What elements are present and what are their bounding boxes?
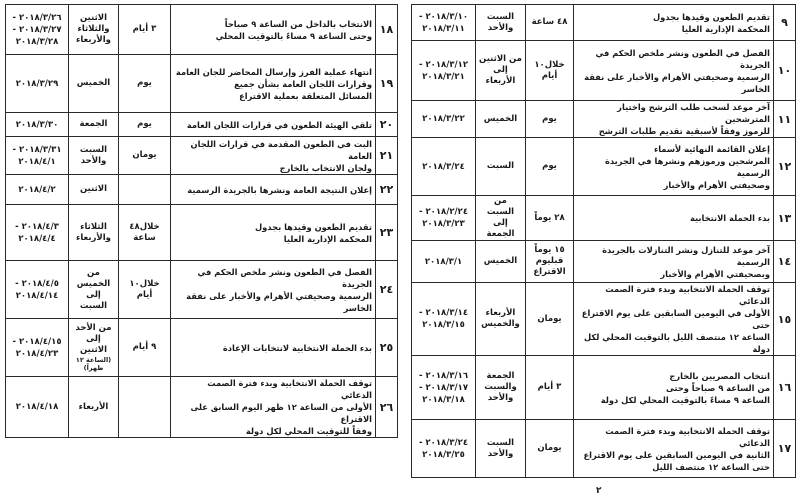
event-description [574,420,774,478]
date-line: ٢٠١٨/٣/١٧ - [418,382,469,393]
day-line: والأربعاء [76,35,111,45]
description-line: البت في الطعون المقدمة في قرارات اللجان العامة [190,138,372,161]
date-line: ٢٠١٨/٤/١٤ [15,290,59,301]
event-day [69,319,119,377]
event-day [69,55,119,113]
event-day [476,241,526,283]
description-line: الرسمية وصحيفتي الأهرام والأخبار على نفقة الخاسر [584,71,770,94]
table-row [6,175,398,205]
duration-line: يومان [537,313,562,324]
description-line: الرسمية وصحيفتي الأهرام والأخبار على نفقة الخاسر [186,290,372,313]
event-day [69,137,119,175]
event-duration [119,5,171,55]
row-number: ٩ [774,5,796,41]
duration-line: يوم [137,78,152,88]
day-line: والسبت [484,382,517,392]
day-line: والأحد [487,448,514,459]
event-date [412,420,476,478]
event-day [476,356,526,420]
description-line: وبصحيفتي الأهرام والأخبار [660,268,770,279]
date-line: ٢٠١٨/٣/٢٦ - [12,12,62,23]
description-line: بدء الحملة الانتخابية لانتخابات الإعادة [222,342,372,353]
duration-line: ١٥ يوماً قبل [534,245,565,266]
event-description [171,5,376,55]
table-row [412,241,796,283]
event-duration [119,205,171,261]
date-line: ٢٠١٨/٤/٢ [18,184,56,195]
day-line: من السبت [486,196,515,217]
duration-line: ٤٨ ساعة [531,17,568,27]
table-row [412,420,796,478]
description-line: توقف الحملة الانتخابية وبدء فترة الصمت الدعائي [605,425,770,448]
description-line: تلقي الهيئة الطعون في قرارات اللجان العامة [186,119,372,130]
day-line: الجمعة [486,371,515,381]
description-line: المسائل المتعلقة بعملية الاقتراع [239,90,372,101]
description-line: الثانية في اليومين السابقين على يوم الاقتراع [583,449,770,460]
row-number: ٢٣ [376,205,398,261]
event-duration [119,261,171,319]
event-date [412,5,476,41]
description-line: المرشحين ورموزهم ونشرها في الجريدة الرسمية [604,155,770,178]
event-day [69,205,119,261]
date-line: ٢٠١٨/٤/٥ - [15,278,59,289]
duration-line: يومان [537,443,562,453]
date-line: ٢٠١٨/٣/٢٥ [422,449,465,460]
description-line: وصحيفتي الأهرام والأخبار [663,179,770,190]
day-line: الخميس [76,78,111,88]
event-date [412,283,476,356]
row-number: ٢٠ [376,113,398,137]
table-row [412,196,796,241]
date-line: ٢٠١٨/٤/٢٣ [15,348,59,359]
date-line: ٢٠١٨/٤/١٨ [15,402,59,412]
event-day [69,261,119,319]
date-line: ٢٠١٨/٣/١٤ - [418,308,469,318]
description-line: تقديم الطعون وقيدها بجدول [652,11,770,22]
event-date [412,138,476,196]
description-line: الفصل في الطعون ونشر ملخص الحكم في الجريدة [197,266,372,289]
table-row [412,283,796,356]
event-day [476,138,526,196]
row-number: ١٦ [774,356,796,420]
event-date [6,175,69,205]
date-line: ٢٠١٨/٣/٣٠ [15,119,59,130]
day-line: السبت [486,437,515,448]
day-line: السبت [486,161,515,171]
table-row [6,261,398,319]
event-description [171,55,376,113]
description-line: إعلان القائمة النهائية لأسماء [653,143,770,154]
event-date [412,41,476,101]
day-line: والثلاثاء [77,24,110,34]
day-line: والأحد [487,22,514,33]
event-date [6,5,69,55]
table-row [412,101,796,138]
date-line: ٢٠١٨/٣/٢٤ - [418,437,469,448]
day-line: الخميس [483,113,518,124]
row-number: ٢٢ [376,175,398,205]
duration-line: ٩ أيام [132,342,157,352]
event-duration [526,420,574,478]
event-description [171,261,376,319]
description-line: وقرارات اللجان العامة بشأن جميع [234,78,372,89]
table-row [6,113,398,137]
event-day [476,5,526,41]
duration-line: ٤٨ ساعة [129,221,156,243]
day-line: من الأحد [75,323,112,333]
event-day [69,5,119,55]
event-description [574,101,774,138]
table-row [412,138,796,196]
description-line: تقديم الطعون وقيدها بجدول [254,221,372,232]
day-line: والأحد [487,393,514,403]
description-line: الفصل في الطعون ونشر ملخص الحكم في الجريدة [595,47,770,70]
event-day [476,101,526,138]
row-number: ٢١ [376,137,398,175]
table-row [412,5,796,41]
event-description [574,241,774,283]
table-row [412,41,796,101]
description-line: توقف الحملة الانتخابية وبدء فترة الصمت الدعائي [605,284,770,306]
date-line: ٢٠١٨/٣/٢٨ [15,36,59,47]
table-row [6,319,398,377]
row-number: ١١ [774,101,796,138]
day-line: الاثنين [79,13,108,23]
day-line: إلى السبت [79,289,108,311]
event-description [171,137,376,175]
event-description [171,319,376,377]
event-duration [119,175,171,205]
description-line: المحكمة الإدارية العليا [283,233,372,244]
event-date [6,319,69,377]
day-line: والأربعاء [76,232,111,243]
date-line: ٢٠١٨/٣/٢٩ [15,78,59,89]
date-line: ٢٠١٨/٣/٣١ - [12,144,62,155]
day-line: الأربعاء [485,308,516,318]
description-line: انتخاب المصريين بالخارج [669,370,770,381]
day-line: إلى الجمعة [486,218,515,239]
event-description [574,356,774,420]
page-number: ٢ [596,486,602,496]
date-line: ٢٠١٨/٣/١ [424,256,463,267]
event-duration [119,137,171,175]
description-line: انتهاء عملية الفرز وإرسال المحاضر للجان العامة [175,66,372,77]
event-duration [526,196,574,241]
description-line: الساعة ٩ مساءً بالتوقيت المحلي لكل دولة [600,394,770,405]
date-line: ٢٠١٨/٣/٢٣ [422,219,465,229]
event-day [476,283,526,356]
event-date [6,137,69,175]
left-schedule-table [5,4,398,438]
duration-line: ٣ أيام [537,382,562,392]
event-description [171,205,376,261]
duration-line: يوم الاقتراع [533,256,566,277]
day-line: إلى الأربعاء [485,65,516,86]
description-line: إعلان النتيجة العامة ونشرها بالجريدة الرسمية [187,184,372,195]
date-line: ٢٠١٨/٣/١٦ - [418,370,469,381]
description-line: حتى الساعة ١٢ منتصف الليل [652,461,770,472]
description-line: ولجان الانتخاب بالخارج [279,162,372,173]
event-date [412,196,476,241]
date-line: ٢٠١٨/٣/٢٤ [422,161,465,172]
event-date [6,55,69,113]
date-line: ٢٠١٨/٣/١٨ [422,394,465,405]
description-line: الساعة ١٢ منتصف الليل بالتوقيت المحلي لكل دولة [584,332,770,354]
duration-line: ١٠ أيام [534,59,558,81]
event-duration [526,138,574,196]
right-schedule-table [411,4,796,478]
table-row [6,205,398,261]
date-line: ٢٠١٨/٤/٣ - [15,221,59,232]
duration-line: يوم [542,161,557,171]
day-line: السبت [79,144,108,155]
row-number: ١٤ [774,241,796,283]
description-line: الأولى في اليومين السابقين على يوم الاقتراع حتى [581,308,770,330]
description-line: الانتخاب بالداخل من الساعة ٩ صباحاً [224,18,372,29]
description-line: وفقاً للتوقيت المحلي لكل دولة [245,426,372,436]
row-number: ١٢ [774,138,796,196]
duration-line: خلال [544,59,565,70]
event-description [574,196,774,241]
event-date [6,377,69,438]
event-description [574,41,774,101]
date-line: ٢٠١٨/٣/٢٧ - [12,24,62,35]
description-line: آخر موعد لسحب طلب الترشح واختيار المترشحين [617,102,770,124]
event-duration [119,113,171,137]
event-day [476,196,526,241]
event-duration [526,101,574,138]
event-day [69,175,119,205]
event-duration [526,356,574,420]
date-line: ٢٠١٨/٣/١٥ [422,320,465,330]
description-line: آخر موعد للتنازل ونشر التنازلات بالجريدة الرسمية [602,244,770,267]
event-date [6,205,69,261]
description-line: من الساعة ٩ صباحاً وحتى [666,382,770,393]
date-line: ٢٠١٨/٤/١٥ - [12,336,62,347]
date-line: ٢٠١٨/٣/١١ [422,23,465,34]
duration-line: يوم [137,119,152,129]
row-number: ١٧ [774,420,796,478]
day-line: والخميس [481,319,520,329]
day-line: من الخميس [76,267,111,289]
duration-line: خلال [139,221,160,232]
event-day [69,377,119,438]
day-line: الأربعاء [78,401,109,412]
description-line: بدء الحملة الانتخابية [690,213,770,223]
event-description [171,113,376,137]
description-line: وحتى الساعة ٩ مساءً بالتوقيت المحلي [215,30,372,41]
description-line: للرموز وفقاً لأسبقية تقديم طلبات الترشح [598,126,770,136]
event-date [6,261,69,319]
description-line: توقف الحملة الانتخابية وبدء فترة الصمت الدعائي [207,378,372,400]
event-description [574,138,774,196]
row-number: ١٥ [774,283,796,356]
day-line: السبت [486,11,515,22]
day-line: الجمعة [79,119,108,129]
row-number: ٢٦ [376,377,398,438]
description-line: الأولى من الساعة ١٢ ظهر اليوم السابق على الاقتراع [190,402,372,424]
day-line: الثلاثاء [80,221,107,232]
event-duration [526,41,574,101]
day-line: الخميس [483,256,518,266]
date-line: ٢٠١٨/٤/٤ [18,233,56,244]
day-line: والأحد [80,155,107,166]
duration-line: يوم [542,113,557,124]
event-date [412,241,476,283]
event-duration [119,377,171,438]
table-row [6,137,398,175]
event-date [6,113,69,137]
duration-line: يومان [132,150,157,160]
duration-line: خلال [139,278,160,289]
date-line: ٢٠١٨/٣/٢١ [422,71,465,82]
table-row [6,5,398,55]
event-description [171,377,376,438]
row-number: ٢٥ [376,319,398,377]
day-note: (الساعة ١٢ ظهراً) [75,356,112,372]
table-row [6,55,398,113]
date-line: ٢٠١٨/٣/٢٢ [422,114,465,124]
event-duration [119,55,171,113]
event-duration [526,241,574,283]
duration-line: ١٠ أيام [129,278,153,300]
event-day [476,41,526,101]
event-day [69,113,119,137]
duration-line: ٣ أيام [132,24,157,34]
description-line: المحكمة الإدارية العليا [681,23,770,34]
row-number: ٢٤ [376,261,398,319]
table-row [412,356,796,420]
event-description [171,175,376,205]
row-number: ١٨ [376,5,398,55]
event-duration [119,319,171,377]
event-duration [526,283,574,356]
date-line: ٢٠١٨/٤/١ [18,156,56,167]
day-line: من الاثنين [479,54,522,64]
event-day [476,420,526,478]
date-line: ٢٠١٨/٣/١٠ - [418,11,469,22]
table-row [6,377,398,438]
event-date [412,356,476,420]
row-number: ١٩ [376,55,398,113]
date-line: ٢٠١٨/٢/٢٤ - [418,207,469,217]
duration-line: ٢٨ يوماً [534,212,565,223]
event-date [412,101,476,138]
date-line: ٢٠١٨/٣/١٢ - [418,59,469,70]
event-description [574,5,774,41]
day-line: إلى الاثنين [79,334,108,355]
day-line: الاثنين [79,184,108,194]
event-duration [526,5,574,41]
row-number: ١٠ [774,41,796,101]
row-number: ١٣ [774,196,796,241]
event-description [574,283,774,356]
